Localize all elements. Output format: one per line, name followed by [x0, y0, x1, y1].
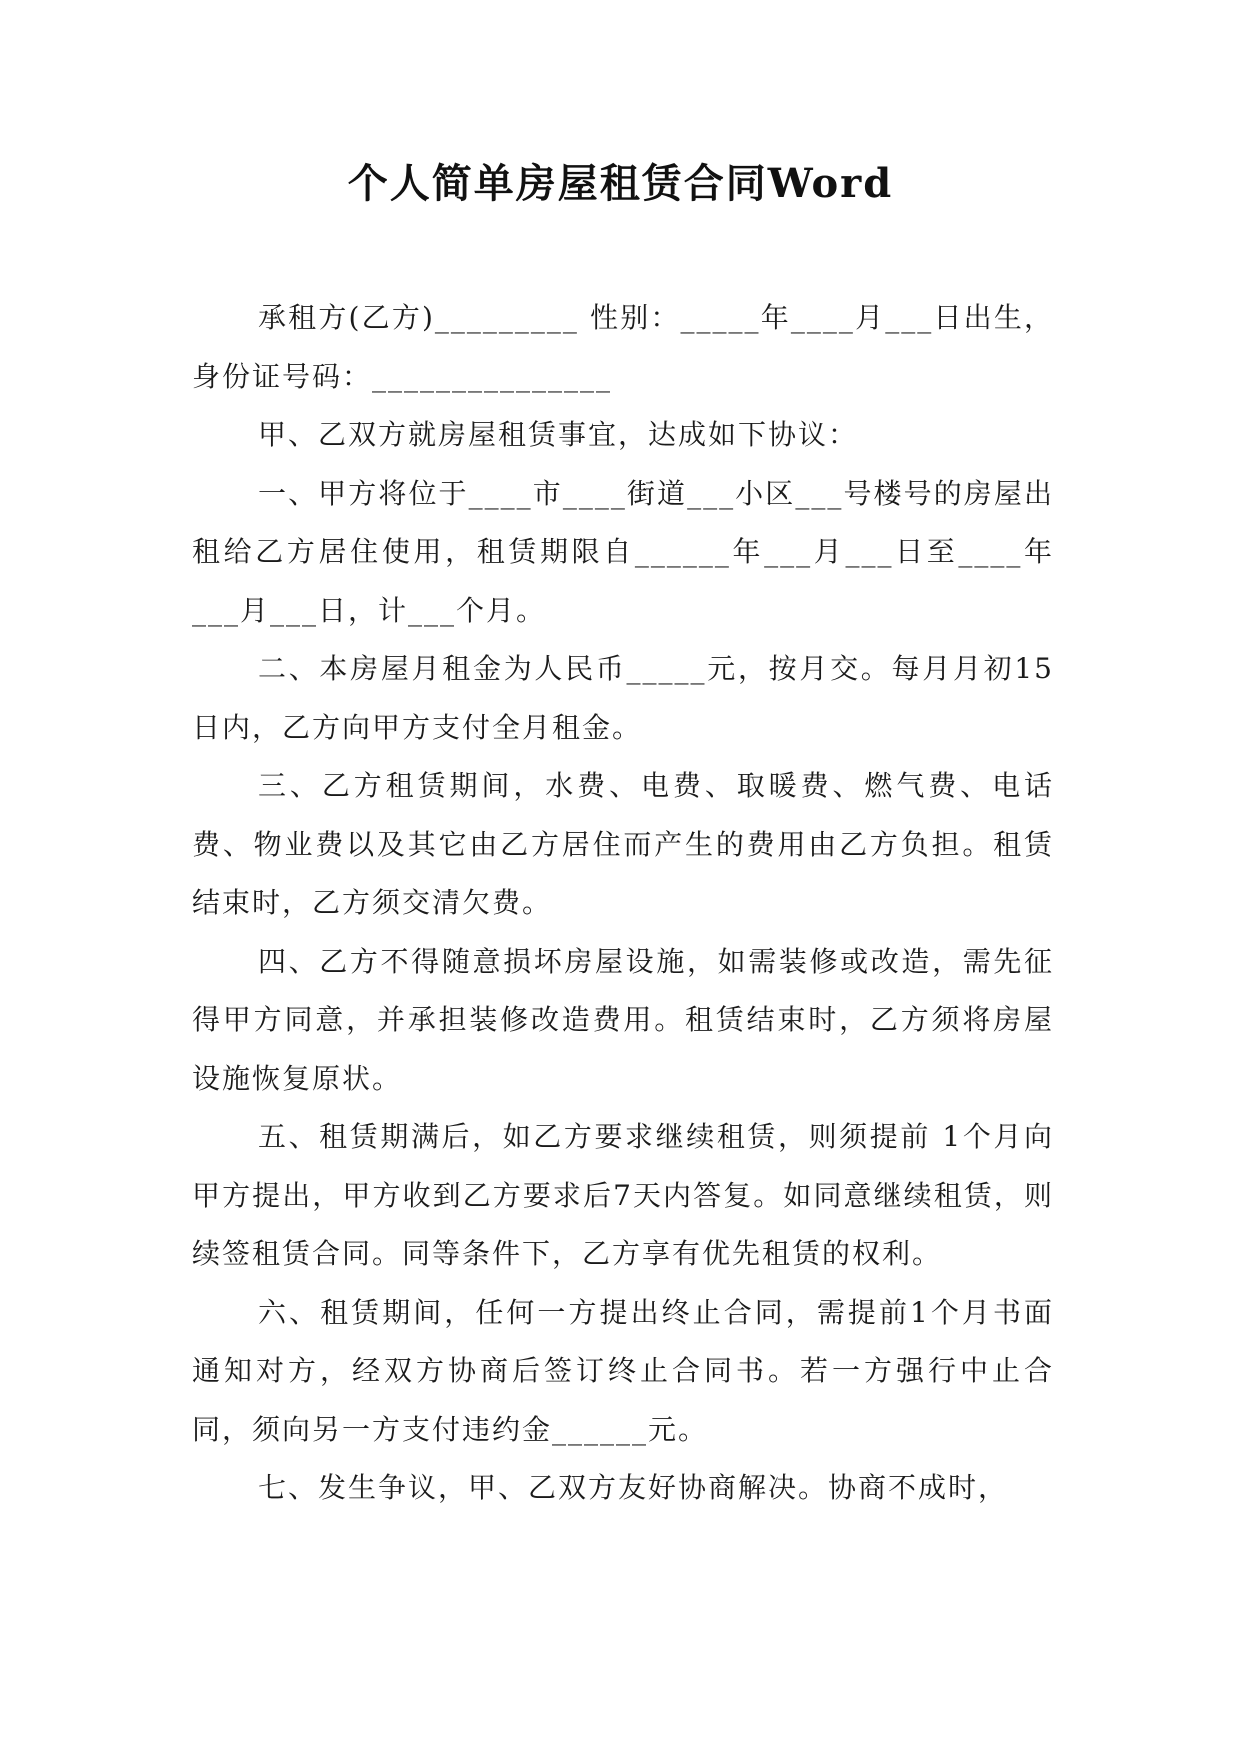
paragraph-clause-3: 三、乙方租赁期间，水费、电费、取暖费、燃气费、电话费、物业费以及其它由乙方居住而产生的费用由乙方负担。租赁结束时，乙方须交清欠费。: [192, 769, 1054, 919]
paragraph-clause-2: 二、本房屋月租金为人民币_____元，按月交。每月月初15日内，乙方向甲方支付全月租金。: [192, 652, 1054, 744]
paragraph-clause-1: 一、甲方将位于____市____街道___小区___号楼号的房屋出租给乙方居住使用，租赁期限自______年___月___日至____年___月___日，计___个月。: [192, 476, 1054, 627]
document-body: [192, 289, 1054, 1518]
paragraph-tenant-info: 承租方(乙方)_________ 性别：_____年____月___日出生，身份证号码：_______________: [192, 301, 1054, 393]
paragraph-clause-7: 七、发生争议，甲、乙双方友好协商解决。协商不成时，: [258, 1471, 1009, 1504]
paragraph-clause-5: 五、租赁期满后，如乙方要求继续租赁，则须提前 1个月向甲方提出，甲方收到乙方要求后7天内答复。如同意继续租赁，则续签租赁合同。同等条件下，乙方享有优先租赁的权利。: [192, 1120, 1054, 1270]
document-title: 个人简单房屋租赁合同Word: [347, 160, 894, 207]
paragraph-agreement-intro: 甲、乙双方就房屋租赁事宜，达成如下协议：: [258, 418, 859, 451]
paragraph-clause-6: 六、租赁期间，任何一方提出终止合同，需提前1个月书面通知对方，经双方协商后签订终止合同书。若一方强行中止合同，须向另一方支付违约金______元。: [192, 1295, 1054, 1446]
paragraph-clause-4: 四、乙方不得随意损坏房屋设施，如需装修或改造，需先征得甲方同意，并承担装修改造费用。租赁结束时，乙方须将房屋设施恢复原状。: [192, 944, 1054, 1095]
